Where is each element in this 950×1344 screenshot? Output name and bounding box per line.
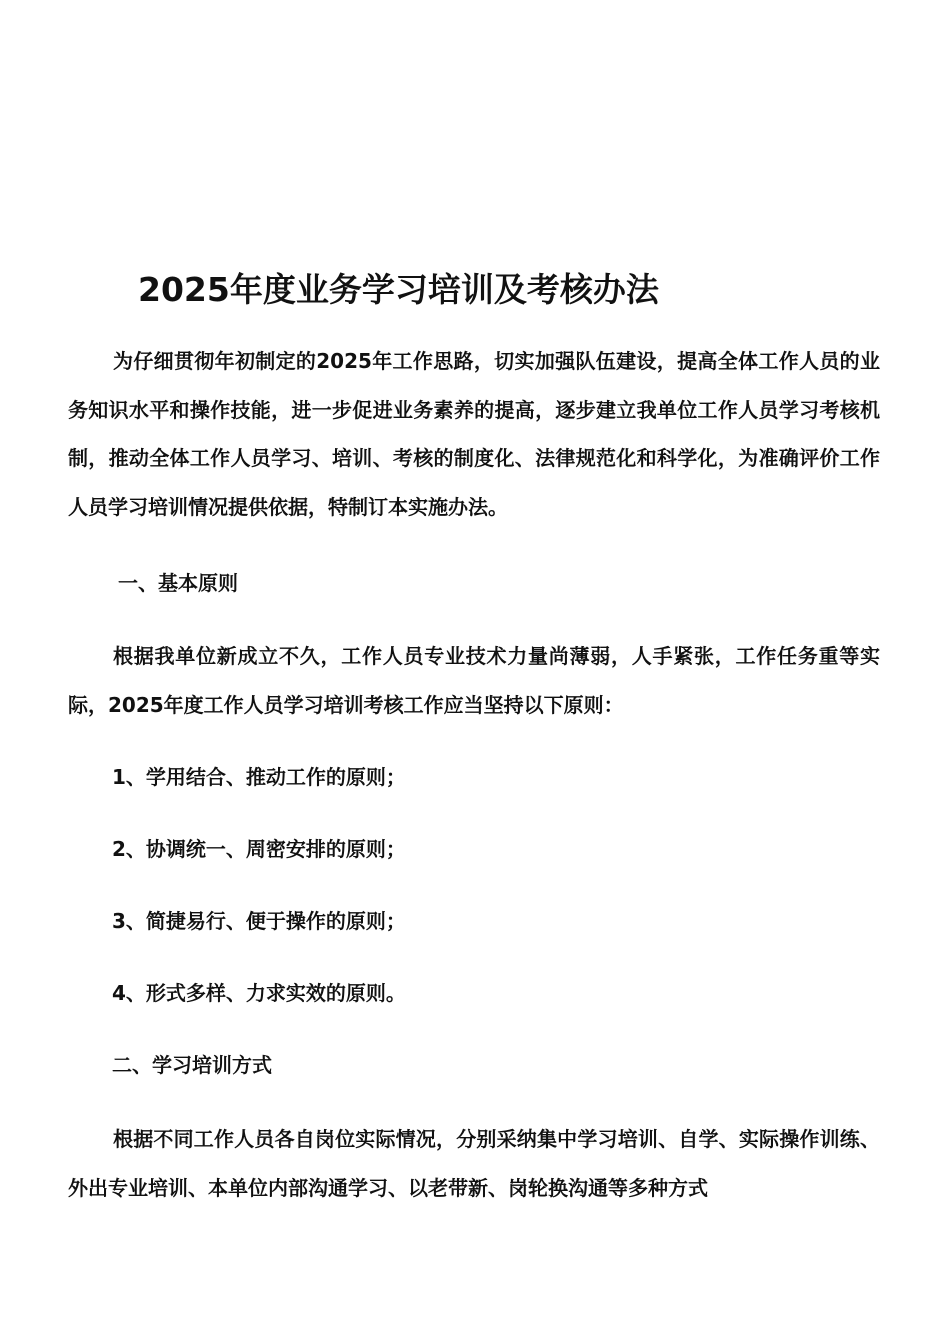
document-title: 2025年度业务学习培训及考核办法	[138, 270, 659, 309]
section2-paragraph: 根据不同工作人员各自岗位实际情况，分别采纳集中学习培训、自学、实际操作训练、外出专业培训、本单位内部沟通学习、以老带新、岗轮换沟通等多种方式	[68, 1127, 880, 1200]
section2-heading: 二、学习培训方式	[112, 1053, 272, 1077]
section1-heading: 一、基本原则	[118, 571, 238, 595]
intro-paragraph: 为仔细贯彻年初制定的2025年工作思路，切实加强队伍建设，提高全体工作人员的业务知识水平和操作技能，进一步促进业务素养的提高，逐步建立我单位工作人员学习考核机制，推动全体工作人员学习、培训、考核的制度化、法律规范化和科学化，为准确评价工作人员学习培训情况提供依据，特制订本实施办法。	[68, 349, 880, 519]
principle-item-3: 3、简捷易行、便于操作的原则；	[112, 909, 406, 933]
section1-paragraph: 根据我单位新成立不久，工作人员专业技术力量尚薄弱，人手紧张，工作任务重等实际，2025年度工作人员学习培训考核工作应当坚持以下原则：	[68, 644, 880, 717]
principle-item-1: 1、学用结合、推动工作的原则；	[112, 765, 406, 789]
principle-item-2: 2、协调统一、周密安排的原则；	[112, 837, 406, 861]
principle-item-4: 4、形式多样、力求实效的原则。	[112, 981, 406, 1005]
